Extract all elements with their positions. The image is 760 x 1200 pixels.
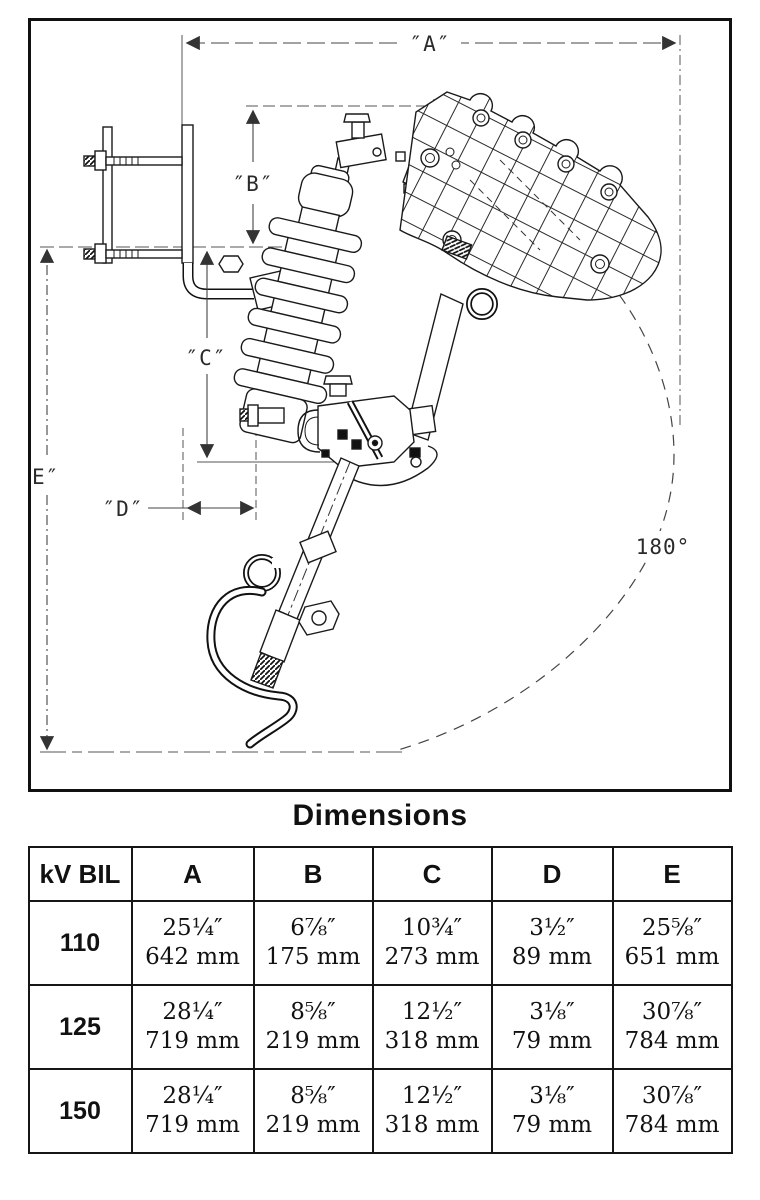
column-header: E (613, 847, 732, 901)
mm-value: 651 mm (624, 944, 720, 970)
kv-bil-value: 110 (29, 901, 132, 985)
column-header: kV BIL (29, 847, 132, 901)
inches-value: 30⅞″ (641, 1082, 703, 1109)
kv-bil-value: 125 (29, 985, 132, 1069)
table-row (29, 985, 732, 1069)
column-header: D (492, 847, 613, 901)
inches-value: 3⅛″ (529, 1082, 575, 1109)
dimension-cell (373, 1069, 492, 1153)
column-header: C (373, 847, 492, 901)
mm-value: 318 mm (384, 1028, 480, 1054)
dim-label-d: ″D″ (102, 497, 144, 521)
mm-value: 219 mm (265, 1028, 361, 1054)
mm-value: 719 mm (145, 1028, 240, 1054)
mm-value: 89 mm (511, 944, 593, 970)
mm-value: 175 mm (265, 944, 361, 970)
mm-value: 784 mm (624, 1028, 720, 1054)
dimension-cell (132, 901, 254, 985)
inches-value: 25¼″ (162, 914, 223, 941)
inches-value: 28¼″ (162, 1082, 223, 1109)
inches-value: 25⅝″ (641, 914, 703, 941)
mm-value: 79 mm (511, 1112, 593, 1138)
dim-label-e: E″ (32, 465, 60, 489)
dimension-cell (373, 985, 492, 1069)
mm-value: 79 mm (511, 1028, 593, 1054)
inches-value: 3½″ (529, 914, 575, 941)
dimension-cell (373, 901, 492, 985)
dimension-cell (613, 901, 732, 985)
inches-value: 3⅛″ (529, 998, 575, 1025)
mm-value: 273 mm (384, 944, 480, 970)
dimension-cell (613, 985, 732, 1069)
table-body (29, 901, 732, 1153)
dim-label-a: ″A″ (409, 32, 451, 56)
table-header-row (29, 847, 732, 901)
table-row (29, 1069, 732, 1153)
inches-value: 8⅝″ (290, 1082, 336, 1109)
dimension-angle (626, 531, 700, 561)
inches-value: 8⅝″ (290, 998, 336, 1025)
arm-bolt (219, 256, 243, 272)
dimension-cell (492, 1069, 613, 1153)
dim-label-angle: 180° (635, 535, 691, 559)
table-row (29, 901, 732, 985)
dimensions-table (28, 846, 733, 1154)
mm-value: 642 mm (145, 944, 240, 970)
dimension-cell (613, 1069, 732, 1153)
inches-value: 12½″ (401, 998, 463, 1025)
inches-value: 28¼″ (162, 998, 223, 1025)
dimension-cell (254, 901, 373, 985)
inches-value: 12½″ (401, 1082, 463, 1109)
inches-value: 10¾″ (401, 914, 463, 941)
dimension-cell (254, 1069, 373, 1153)
mm-value: 719 mm (145, 1112, 240, 1138)
column-header: A (132, 847, 254, 901)
dimension-cell (132, 985, 254, 1069)
dim-label-b: ″B″ (232, 172, 274, 196)
dimension-cell (492, 901, 613, 985)
inches-value: 6⅞″ (290, 914, 336, 941)
section-title: Dimensions (292, 799, 468, 832)
mm-value: 219 mm (265, 1112, 361, 1138)
dimension-cell (132, 1069, 254, 1153)
dimension-cell (254, 985, 373, 1069)
dimension-cell (492, 985, 613, 1069)
inches-value: 30⅞″ (641, 998, 703, 1025)
mm-value: 318 mm (384, 1112, 480, 1138)
mm-value: 784 mm (624, 1112, 720, 1138)
column-header: B (254, 847, 373, 901)
kv-bil-value: 150 (29, 1069, 132, 1153)
dim-label-c: ″C″ (185, 346, 227, 370)
